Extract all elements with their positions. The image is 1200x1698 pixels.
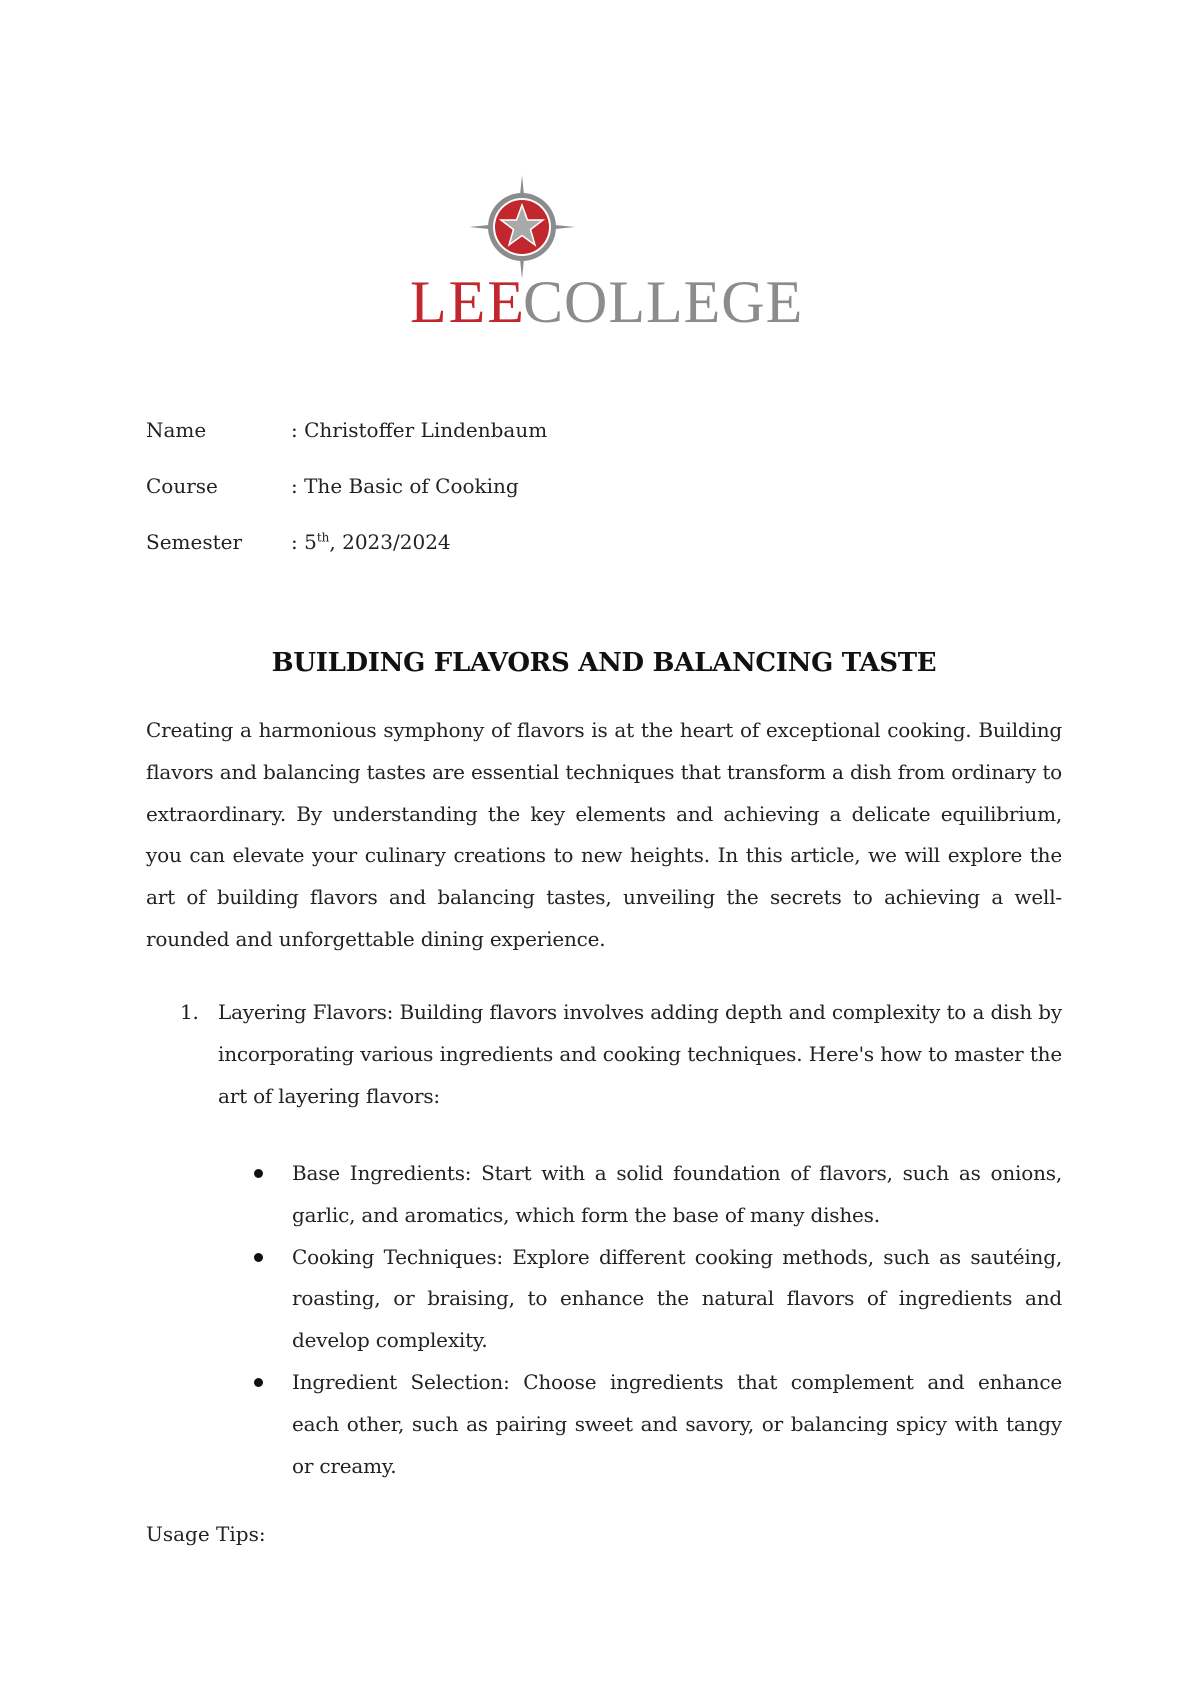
list-number: 1.: [180, 1000, 199, 1024]
semester-value: [291, 530, 451, 554]
bullet-icon: [254, 1169, 263, 1178]
bullet-text: Cooking Techniques: Explore different cooking methods, such as sautéing, roasting, or braising, to enhance the natural flavors of ingredients and develop complexity.: [292, 1244, 1062, 1353]
name-label: Name: [146, 418, 207, 442]
semester-label: Semester: [146, 530, 243, 554]
bullet-item: [250, 1237, 1062, 1362]
lee-college-logo: [405, 175, 805, 335]
bullet-text: Ingredient Selection: Choose ingredients that complement and enhance each other, such as pairing sweet and savory, or balancing spicy with tangy or creamy.: [292, 1369, 1062, 1478]
bullet-item: [250, 1362, 1062, 1487]
bullet-text: Base Ingredients: Start with a solid foundation of flavors, such as onions, garlic, and aromatics, which form the base of many dishes.: [292, 1161, 1062, 1227]
semester-superscript: th: [316, 530, 330, 545]
numbered-list: [180, 992, 1062, 1117]
bullet-icon: [254, 1378, 263, 1387]
bullet-icon: [254, 1253, 263, 1262]
numbered-item-text: Layering Flavors: Building flavors involves adding depth and complexity to a dish by incorporating various ingredients and cooking techniques. Here's how to master the art of layering flavors:: [218, 1000, 1062, 1108]
course-value: : The Basic of Cooking: [291, 474, 519, 498]
bullet-list: [250, 1153, 1062, 1487]
document-title: BUILDING FLAVORS AND BALANCING TASTE: [271, 648, 937, 678]
usage-tips-heading: Usage Tips:: [146, 1522, 266, 1546]
name-value: : Christoffer Lindenbaum: [291, 418, 548, 442]
numbered-item: [180, 992, 1062, 1117]
compass-star-icon: [469, 175, 575, 279]
bullet-item: [250, 1153, 1062, 1237]
course-label: Course: [146, 474, 218, 498]
semester-prefix: : 5: [291, 530, 317, 554]
logo-word-college: COLLEGE: [523, 269, 804, 335]
intro-paragraph: Creating a harmonious symphony of flavors is at the heart of exceptional cooking. Building flavors and balancing tastes are essential techniques that transform a dish from ordinary to extraordinary. By understanding the key elements and achieving a delicate equilibrium, you can elevate your culinary creations to new heights. In this article, we will explore the art of building flavors and balancing tastes, unveiling the secrets to achieving a well-rounded and unforgettable dining experience.: [146, 718, 1062, 951]
semester-suffix: , 2023/2024: [329, 530, 451, 554]
logo-word-lee: LEE: [410, 269, 526, 335]
